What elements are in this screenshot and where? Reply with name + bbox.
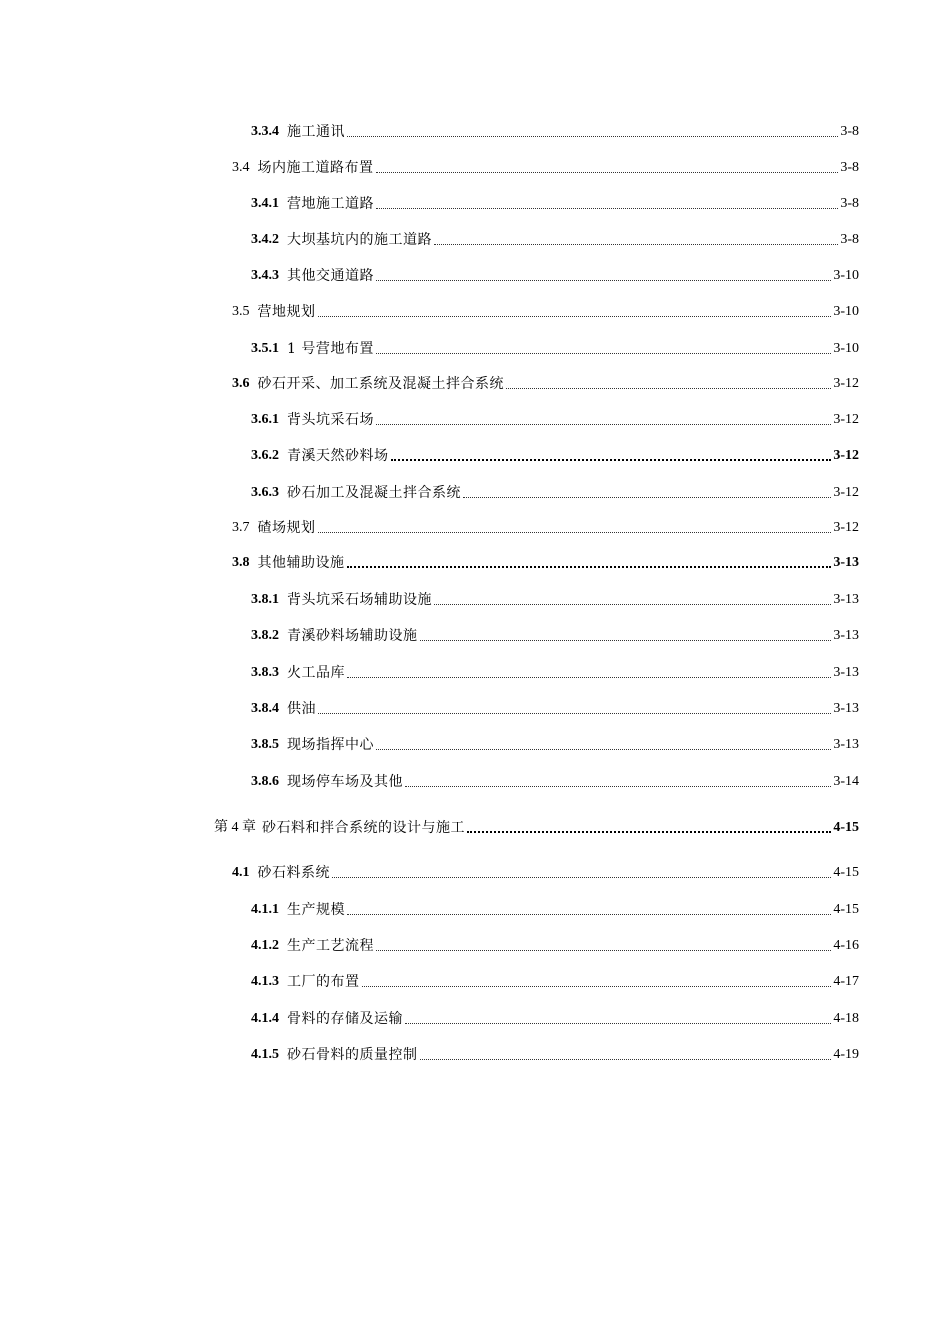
toc-entry[interactable] (251, 732, 859, 754)
toc-dot-leader (467, 831, 831, 833)
toc-entry-title: 大坝基坑内的施工道路 (287, 232, 432, 248)
toc-dot-leader (347, 677, 831, 678)
toc-entry-page: 3-12 (833, 376, 859, 391)
toc-entry-number: 3.8.3 (251, 665, 279, 680)
toc-entry-title: 青溪砂料场辅助设施 (287, 628, 418, 644)
toc-entry-number: 3.6.1 (251, 412, 279, 427)
toc-entry-page: 4-19 (833, 1047, 859, 1062)
toc-entry-number: 4.1.4 (251, 1011, 279, 1026)
toc-entry-number: 3.4 (232, 160, 250, 175)
toc-entry-number: 3.4.2 (251, 232, 279, 247)
toc-entry[interactable] (251, 660, 859, 682)
toc-entry-title: 背头坑采石场辅助设施 (287, 592, 432, 608)
toc-entry-title: 供油 (287, 701, 316, 717)
toc-entry-page: 3-13 (833, 628, 859, 643)
toc-entry-number: 4.1.5 (251, 1047, 279, 1062)
toc-entry-number: 3.8 (232, 555, 250, 570)
toc-entry-page: 4-15 (833, 820, 859, 835)
toc-entry-page: 3-10 (833, 304, 859, 319)
toc-entry-page: 4-17 (833, 974, 859, 989)
toc-dot-leader (376, 172, 839, 173)
toc-entry-title: 火工品库 (287, 665, 345, 681)
toc-entry[interactable] (251, 407, 859, 429)
toc-entry-page: 4-15 (833, 865, 859, 880)
toc-entry[interactable] (232, 515, 859, 537)
toc-entry[interactable] (232, 550, 859, 572)
toc-dot-leader (347, 566, 832, 568)
toc-entry-page: 3-14 (833, 774, 859, 789)
toc-dot-leader (376, 208, 838, 209)
toc-entry-number: 3.8.6 (251, 774, 279, 789)
toc-entry-title: 其他交通道路 (287, 268, 374, 284)
toc-entry-page: 3-13 (833, 592, 859, 607)
toc-entry-title: 砂石料和拌合系统的设计与施工 (262, 820, 465, 836)
toc-entry-title: 砂石骨料的质量控制 (287, 1047, 418, 1063)
toc-entry[interactable] (251, 119, 859, 141)
toc-entry-title: 砂石加工及混凝土拌合系统 (287, 485, 461, 501)
toc-entry-title: 砂石开采、加工系统及混凝土拌合系统 (257, 376, 504, 392)
toc-dot-leader (420, 640, 832, 641)
toc-dot-leader (434, 604, 831, 605)
toc-dot-leader (391, 459, 832, 461)
toc-entry-title: 现场停车场及其他 (287, 774, 403, 790)
toc-entry-number: 3.4.3 (251, 268, 279, 283)
toc-dot-leader (376, 424, 831, 425)
toc-entry[interactable] (251, 969, 859, 991)
toc-entry-title: 生产工艺流程 (287, 938, 374, 954)
toc-entry[interactable] (232, 155, 859, 177)
toc-entry-page: 3-12 (833, 520, 859, 535)
toc-entry-number: 3.7 (232, 520, 250, 535)
toc-entry-page: 4-15 (833, 902, 859, 917)
toc-entry-number: 3.8.4 (251, 701, 279, 716)
toc-entry[interactable] (251, 897, 859, 919)
toc-entry-title: 营地施工道路 (287, 196, 374, 212)
toc-entry-page: 4-18 (833, 1011, 859, 1026)
toc-chapter-entry[interactable] (214, 815, 859, 837)
toc-entry-title: 背头坑采石场 (287, 412, 374, 428)
toc-dot-leader (434, 244, 838, 245)
toc-entry-number: 3.6.2 (251, 448, 279, 463)
toc-dot-leader (463, 497, 831, 498)
toc-entry-title: 骨料的存储及运输 (287, 1011, 403, 1027)
toc-entry[interactable] (251, 769, 859, 791)
toc-dot-leader (376, 280, 831, 281)
toc-entry-number: 3.4.1 (251, 196, 279, 211)
toc-entry-page: 3-8 (840, 160, 859, 175)
toc-entry-page: 3-8 (840, 232, 859, 247)
toc-dot-leader (362, 986, 832, 987)
toc-entry-page: 3-10 (833, 341, 859, 356)
toc-entry[interactable] (251, 623, 859, 645)
toc-entry-number: 3.8.1 (251, 592, 279, 607)
toc-entry[interactable] (251, 191, 859, 213)
toc-entry-title: 施工通讯 (287, 124, 345, 140)
toc-entry-number: 4.1.2 (251, 938, 279, 953)
toc-entry-title: 青溪天然砂料场 (287, 448, 389, 464)
toc-entry[interactable] (251, 480, 859, 502)
toc-entry-number: 4.1.1 (251, 902, 279, 917)
toc-entry[interactable] (232, 371, 859, 393)
toc-dot-leader (506, 388, 831, 389)
toc-entry-number: 第 4 章 (214, 820, 256, 835)
toc-dot-leader (347, 914, 831, 915)
toc-entry-page: 3-10 (833, 268, 859, 283)
toc-entry-number: 3.6.3 (251, 485, 279, 500)
toc-entry-title: 1 号营地布置 (287, 341, 374, 357)
toc-entry[interactable] (251, 443, 859, 465)
toc-entry[interactable] (232, 860, 859, 882)
toc-entry[interactable] (251, 696, 859, 718)
toc-entry-page: 3-12 (833, 412, 859, 427)
toc-entry-title: 砂石料系统 (257, 865, 330, 881)
toc-dot-leader (332, 877, 831, 878)
toc-entry-page: 3-12 (833, 448, 859, 463)
toc-entry-page: 3-13 (833, 737, 859, 752)
toc-dot-leader (347, 136, 838, 137)
toc-entry-number: 3.6 (232, 376, 250, 391)
toc-entry-page: 3-8 (840, 124, 859, 139)
toc-entry-page: 3-13 (833, 665, 859, 680)
toc-entry-page: 3-8 (840, 196, 859, 211)
toc-entry-number: 4.1 (232, 865, 250, 880)
toc-entry[interactable] (251, 227, 859, 249)
toc-dot-leader (318, 713, 831, 714)
toc-entry[interactable] (251, 1042, 859, 1064)
toc-entry[interactable] (251, 587, 859, 609)
toc-dot-leader (405, 1023, 831, 1024)
toc-entry-title: 工厂的布置 (287, 974, 360, 990)
toc-entry-page: 3-12 (833, 485, 859, 500)
toc-entry-number: 4.1.3 (251, 974, 279, 989)
toc-entry-number: 3.5.1 (251, 341, 279, 356)
toc-entry-title: 生产规模 (287, 902, 345, 918)
toc-entry-title: 营地规划 (257, 304, 316, 320)
toc-dot-leader (318, 532, 832, 533)
toc-dot-leader (318, 316, 832, 317)
toc-entry-title: 其他辅助设施 (257, 555, 345, 571)
toc-entry-title: 场内施工道路布置 (257, 160, 374, 176)
toc-entry-number: 3.8.5 (251, 737, 279, 752)
toc-entry-number: 3.5 (232, 304, 250, 319)
toc-dot-leader (376, 749, 831, 750)
toc-entry-page: 4-16 (833, 938, 859, 953)
toc-entry-page: 3-13 (833, 701, 859, 716)
toc-entry-title: 现场指挥中心 (287, 737, 374, 753)
toc-entry[interactable] (251, 933, 859, 955)
toc-dot-leader (405, 786, 831, 787)
toc-entry-title: 碴场规划 (257, 520, 316, 536)
toc-entry-number: 3.8.2 (251, 628, 279, 643)
toc-entry[interactable] (251, 263, 859, 285)
toc-entry-number: 3.3.4 (251, 124, 279, 139)
toc-entry[interactable] (232, 299, 859, 321)
toc-dot-leader (376, 950, 831, 951)
toc-dot-leader (420, 1059, 832, 1060)
toc-entry-page: 3-13 (833, 555, 859, 570)
toc-entry[interactable] (251, 1006, 859, 1028)
toc-entry[interactable] (251, 336, 859, 358)
toc-dot-leader (376, 353, 831, 354)
